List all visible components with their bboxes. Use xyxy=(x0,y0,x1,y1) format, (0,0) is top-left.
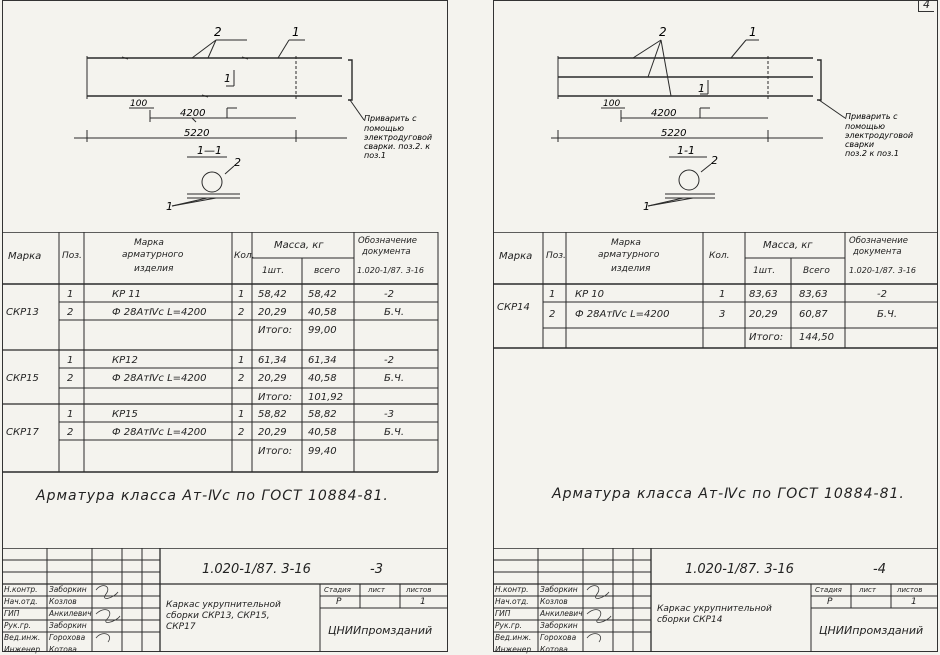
table-cell-item: КР15 xyxy=(112,409,138,420)
left-hdr-massa-vsego: всего xyxy=(314,266,341,276)
stamp-role: Нач.отд. xyxy=(495,597,529,606)
table-cell-poz: 2 xyxy=(67,307,74,318)
table-cell-doc: Б.Ч. xyxy=(877,309,898,320)
right-hdr-izd-3: изделия xyxy=(611,264,651,274)
left-hdr-kol: Кол. xyxy=(234,251,255,261)
right-hdr-izd-1: Марка xyxy=(611,238,641,248)
stamp-role: Инженер xyxy=(4,645,41,654)
left-hdr-oboz-code: 1.020-1/87. 3-16 xyxy=(357,266,424,275)
left-stamp-stadia: Стадия xyxy=(324,586,351,594)
table-cell-poz: 1 xyxy=(549,289,556,300)
stamp-name: Анкилевич xyxy=(49,609,92,618)
left-weld-note-4: сварки. поз.2. к xyxy=(364,142,431,151)
stamp-role: Н.контр. xyxy=(4,585,38,594)
left-stamp-title-3: СКР17 xyxy=(166,622,196,632)
left-callout-1: 1 xyxy=(292,25,300,39)
right-stamp-stadia-v: Р xyxy=(827,597,833,607)
stamp-name: Козлов xyxy=(540,597,568,606)
table-cell-mass-total: 83,63 xyxy=(799,289,828,300)
left-hdr-oboz-1: Обозначение xyxy=(358,236,417,246)
left-stamp-sheet: -3 xyxy=(370,562,383,577)
right-section-mark: 1 xyxy=(698,82,705,95)
table-cell-mass-total: 61,34 xyxy=(308,355,337,366)
stamp-name: Заборкин xyxy=(540,585,578,594)
right-hdr-oboz-2: документа xyxy=(853,247,902,257)
left-hdr-oboz-2: документа xyxy=(362,247,411,257)
right-dim-100: 100 xyxy=(603,99,621,109)
right-stamp-listov: листов xyxy=(897,586,923,594)
right-section-label: 1-1 xyxy=(677,144,695,157)
stamp-name: Заборкин xyxy=(540,621,578,630)
stamp-role: ГИП xyxy=(495,609,511,618)
table-cell-doc: Б.Ч. xyxy=(384,373,405,384)
right-weld-note-5: поз.2 к поз.1 xyxy=(845,149,899,158)
stamp-name: Котова xyxy=(540,645,568,654)
table-cell-qty: 2 xyxy=(238,427,245,438)
table-cell-marka: СКР15 xyxy=(6,373,39,384)
table-cell-mass-total: 144,50 xyxy=(799,332,834,343)
table-cell-mass-unit: Итого: xyxy=(258,446,293,457)
table-cell-item: КР 11 xyxy=(112,289,142,300)
left-stamp-org: ЦНИИпромзданий xyxy=(328,624,433,637)
stamp-name: Горохова xyxy=(540,633,577,642)
right-weld-note-2: помощью xyxy=(845,122,886,131)
left-weld-note-2: помощью xyxy=(364,124,405,133)
table-cell-mass-total: 99,40 xyxy=(308,446,337,457)
right-stamp-title-1: Каркас укрупнительной xyxy=(657,604,772,614)
right-hdr-oboz-1: Обозначение xyxy=(849,236,908,246)
stamp-role: Вед.инж. xyxy=(4,633,41,642)
table-cell-mass-unit: 20,29 xyxy=(258,307,287,318)
left-sec-callout-2: 2 xyxy=(234,156,241,169)
table-cell-mass-unit: 58,42 xyxy=(258,289,287,300)
right-sec-callout-2: 2 xyxy=(711,154,718,167)
table-cell-mass-unit: Итого: xyxy=(749,332,784,343)
table-cell-doc: -2 xyxy=(877,289,887,300)
left-spec-table xyxy=(2,232,448,474)
right-dim-4200: 4200 xyxy=(651,108,677,119)
stamp-role: Вед.инж. xyxy=(495,633,532,642)
sheet-number-top: 4 xyxy=(918,0,934,12)
table-cell-poz: 2 xyxy=(67,427,74,438)
table-cell-qty: 3 xyxy=(719,309,726,320)
right-stamp-listov-v: 1 xyxy=(911,597,917,607)
stamp-role: Рук.гр. xyxy=(4,621,31,630)
right-weld-note-4: сварки xyxy=(845,140,875,149)
right-note: Арматура класса Ат-Ⅳс по ГОСТ 10884-81. xyxy=(552,486,905,502)
right-callout-2: 2 xyxy=(659,25,667,39)
table-cell-doc: -2 xyxy=(384,355,394,366)
right-hdr-massa-1sht: 1шт. xyxy=(753,266,776,276)
stamp-name: Заборкин xyxy=(49,621,87,630)
table-cell-poz: 2 xyxy=(549,309,556,320)
left-weld-note-3: электродуговой xyxy=(364,133,433,142)
left-hdr-poz: Поз. xyxy=(62,251,82,261)
table-cell-mass-total: 40,58 xyxy=(308,373,337,384)
table-cell-doc: -3 xyxy=(384,409,394,420)
left-title-block xyxy=(2,548,448,652)
right-drawing xyxy=(493,0,938,232)
right-title-block xyxy=(493,548,938,652)
stamp-name: Анкилевич xyxy=(540,609,583,618)
table-cell-mass-unit: 61,34 xyxy=(258,355,287,366)
right-hdr-massa-vsego: Всего xyxy=(803,266,830,276)
left-stamp-title-2: сборки СКР13, СКР15, xyxy=(166,611,270,621)
left-note: Арматура класса Ат-Ⅳс по ГОСТ 10884-81. xyxy=(36,488,389,504)
right-stamp-stadia: Стадия xyxy=(815,586,842,594)
table-cell-qty: 1 xyxy=(238,409,245,420)
table-cell-mass-total: 101,92 xyxy=(308,392,343,403)
stamp-name: Котова xyxy=(49,645,77,654)
left-hdr-izd-1: Марка xyxy=(134,238,164,248)
right-hdr-oboz-code: 1.020-1/87. 3-16 xyxy=(849,266,916,275)
left-drawing xyxy=(2,0,448,232)
left-callout-2: 2 xyxy=(214,25,222,39)
right-callout-1: 1 xyxy=(749,25,757,39)
left-weld-note-5: поз.1 xyxy=(364,151,387,160)
right-weld-note-3: электродуговой xyxy=(845,131,914,140)
table-cell-qty: 1 xyxy=(238,355,245,366)
right-hdr-kol: Кол. xyxy=(709,251,730,261)
table-cell-mass-unit: Итого: xyxy=(258,392,293,403)
left-hdr-massa: Масса, кг xyxy=(274,240,324,251)
left-section-mark: 1 xyxy=(224,72,231,85)
left-dim-4200: 4200 xyxy=(180,108,206,119)
table-cell-item: Ф 28АтⅣс L=4200 xyxy=(112,373,207,384)
table-cell-item: КР12 xyxy=(112,355,138,366)
table-cell-poz: 2 xyxy=(67,373,74,384)
left-hdr-marka: Марка xyxy=(8,251,42,262)
stamp-role: Рук.гр. xyxy=(495,621,522,630)
table-cell-qty: 1 xyxy=(238,289,245,300)
right-weld-note-1: Приварить с xyxy=(845,112,898,121)
left-stamp-title-1: Каркас укрупнительной xyxy=(166,600,281,610)
table-cell-item: КР 10 xyxy=(575,289,605,300)
right-stamp-sheet: -4 xyxy=(873,562,886,577)
left-dim-100: 100 xyxy=(130,99,148,109)
left-stamp-list: лист xyxy=(368,586,385,594)
stamp-role: ГИП xyxy=(4,609,20,618)
right-spec-table xyxy=(493,232,938,352)
right-hdr-izd-2: арматурного xyxy=(598,250,660,260)
table-cell-mass-unit: 20,29 xyxy=(749,309,778,320)
table-cell-mass-total: 60,87 xyxy=(799,309,828,320)
right-hdr-massa: Масса, кг xyxy=(763,240,813,251)
left-section-label: 1—1 xyxy=(197,144,222,157)
stamp-role: Н.контр. xyxy=(495,585,529,594)
stamp-name: Козлов xyxy=(49,597,77,606)
table-cell-marka: СКР13 xyxy=(6,307,39,318)
right-stamp-list: лист xyxy=(859,586,876,594)
table-cell-poz: 1 xyxy=(67,355,74,366)
right-dim-5220: 5220 xyxy=(661,128,687,139)
table-cell-marka: СКР17 xyxy=(6,427,39,438)
stamp-role: Инженер xyxy=(495,645,532,654)
table-cell-mass-unit: 83,63 xyxy=(749,289,778,300)
table-cell-qty: 2 xyxy=(238,373,245,384)
table-cell-marka: СКР14 xyxy=(497,302,530,313)
table-cell-mass-unit: 20,29 xyxy=(258,427,287,438)
table-cell-mass-unit: 58,82 xyxy=(258,409,287,420)
table-cell-mass-total: 40,58 xyxy=(308,307,337,318)
table-cell-doc: Б.Ч. xyxy=(384,307,405,318)
left-hdr-izd-2: арматурного xyxy=(122,250,184,260)
table-cell-mass-unit: 20,29 xyxy=(258,373,287,384)
left-stamp-stadia-v: Р xyxy=(336,597,342,607)
left-sec-callout-1: 1 xyxy=(166,200,173,213)
table-cell-mass-total: 99,00 xyxy=(308,325,337,336)
left-stamp-listov-v: 1 xyxy=(420,597,426,607)
right-stamp-org: ЦНИИпромзданий xyxy=(819,624,924,637)
left-stamp-code: 1.020-1/87. 3-16 xyxy=(202,562,311,577)
table-cell-poz: 1 xyxy=(67,289,74,300)
table-cell-item: Ф 28АтⅣс L=4200 xyxy=(112,307,207,318)
right-stamp-title-2: сборки СКР14 xyxy=(657,615,723,625)
table-cell-mass-total: 40,58 xyxy=(308,427,337,438)
table-cell-qty: 2 xyxy=(238,307,245,318)
table-cell-poz: 1 xyxy=(67,409,74,420)
right-sec-callout-1: 1 xyxy=(643,200,650,213)
table-cell-mass-total: 58,82 xyxy=(308,409,337,420)
left-hdr-izd-3: изделия xyxy=(134,264,174,274)
stamp-name: Заборкин xyxy=(49,585,87,594)
right-hdr-marka: Марка xyxy=(499,251,533,262)
table-cell-doc: -2 xyxy=(384,289,394,300)
right-stamp-code: 1.020-1/87. 3-16 xyxy=(685,562,794,577)
left-stamp-listov: листов xyxy=(406,586,432,594)
table-cell-item: Ф 28АтⅣс L=4200 xyxy=(575,309,670,320)
left-hdr-massa-1sht: 1шт. xyxy=(262,266,285,276)
table-cell-doc: Б.Ч. xyxy=(384,427,405,438)
left-dim-5220: 5220 xyxy=(184,128,210,139)
right-hdr-poz: Поз. xyxy=(546,251,566,261)
left-weld-note-1: Приварить с xyxy=(364,114,417,123)
table-cell-mass-unit: Итого: xyxy=(258,325,293,336)
table-cell-qty: 1 xyxy=(719,289,726,300)
stamp-role: Нач.отд. xyxy=(4,597,38,606)
table-cell-item: Ф 28АтⅣс L=4200 xyxy=(112,427,207,438)
table-cell-mass-total: 58,42 xyxy=(308,289,337,300)
stamp-name: Горохова xyxy=(49,633,86,642)
